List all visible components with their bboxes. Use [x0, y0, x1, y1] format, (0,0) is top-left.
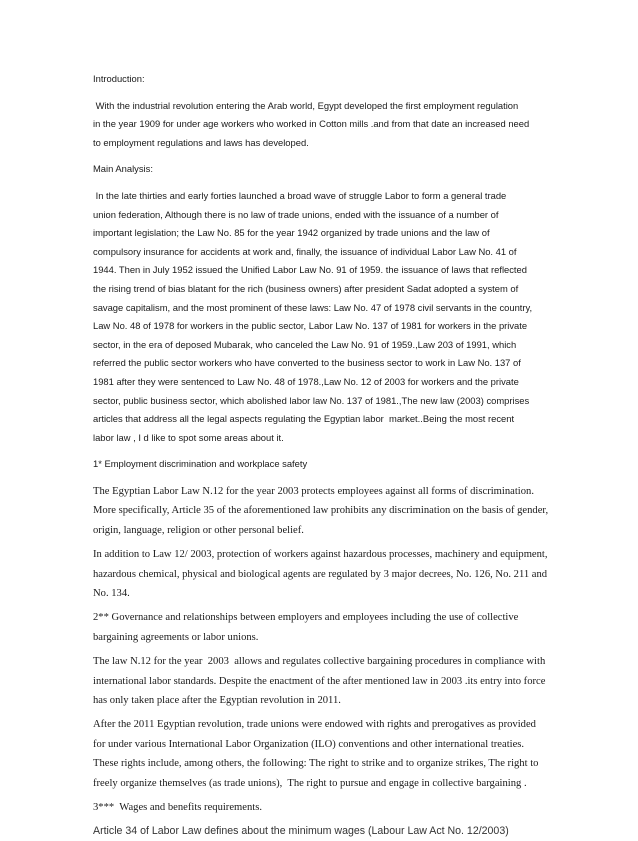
text-line: origin, language, religion or other personal belief. — [93, 524, 304, 536]
text-line: bargaining agreements or labor unions. — [93, 631, 259, 643]
section3-paragraph: Article 34 of Labor Law defines about the minimum wages (Labour Law Act No. 12/2003) — [93, 825, 509, 838]
text-line: 1944. Then in July 1952 issued the Unified Labor Law No. 91 of 1959. the issuance of laws that reflected — [93, 264, 527, 276]
text-line: freely organize themselves (as trade unions), The right to pursue and engage in collective bargaining . — [93, 777, 527, 789]
section2-paragraph-1 — [93, 652, 553, 710]
text-line: With the industrial revolution entering the Arab world, Egypt developed the first employment regulation — [93, 99, 519, 111]
text-line: compulsory insurance for accidents at work and, finally, the issuance of individual Labor Law No. 41 of — [93, 245, 517, 257]
text-line: Law No. 48 of 1978 for workers in the public sector, Labor Law No. 137 of 1981 for workers in the private — [93, 320, 528, 332]
section2-paragraph-2 — [93, 715, 553, 793]
text-line: The law N.12 for the year 2003 allows and regulates collective bargaining procedures in compliance with — [93, 656, 546, 668]
text-line: No. 134. — [93, 587, 130, 599]
text-line: has only taken place after the Egyptian revolution in 2011. — [93, 694, 341, 706]
intro-paragraph — [93, 97, 553, 153]
text-line: to employment regulations and laws has developed. — [93, 136, 309, 148]
text-line: hazardous chemical, physical and biological agents are regulated by 3 major decrees, No. 126, No. 211 and — [93, 568, 548, 580]
text-line: These rights include, among others, the following: The right to strike and to organize strikes, The right to — [93, 758, 539, 770]
section1-heading: 1* Employment discrimination and workplace safety — [93, 458, 308, 470]
text-line: 1981 after they were sentenced to Law No. 48 of 1978.,Law No. 12 of 2003 for workers and the private — [93, 375, 519, 387]
text-line: for under various International Labor Organization (ILO) conventions and other international treaties. — [93, 738, 525, 750]
section3-heading: 3*** Wages and benefits requirements. — [93, 801, 262, 813]
analysis-heading: Main Analysis: — [93, 163, 153, 175]
section2-heading — [93, 608, 553, 647]
text-line: referred the public sector workers who have converted to the business sector to work in Law No. 137 of — [93, 357, 521, 369]
text-line: articles that address all the legal aspects regulating the Egyptian labor market..Being the most recent — [93, 413, 515, 425]
text-line: sector, in the era of deposed Mubarak, who canceled the Law No. 91 of 1959.,Law 203 of 1991, which — [93, 338, 517, 350]
text-line: the rising trend of bias blatant for the rich (business owners) after president Sadat adopted a system of — [93, 282, 519, 294]
text-line: union federation, Although there is no law of trade unions, ended with the issuance of a number of — [93, 208, 499, 220]
intro-heading: Introduction: — [93, 73, 145, 84]
text-line: international labor standards. Despite the enactment of the after mentioned law in 2003 .its entry into force — [93, 675, 546, 687]
text-line: More specifically, Article 35 of the aforementioned law prohibits any discrimination on the basis of gender, — [93, 505, 549, 517]
section1-paragraph-1 — [93, 482, 553, 540]
text-line: important legislation; the Law No. 85 for the year 1942 organized by trade unions and the law of — [93, 227, 490, 239]
text-line: In the late thirties and early forties launched a broad wave of struggle Labor to form a general trade — [93, 189, 507, 201]
section1-paragraph-2 — [93, 545, 553, 603]
text-line: sector, public business sector, which abolished labor law No. 137 of 1981.,The new law (2003) comprises — [93, 394, 530, 406]
text-line: The Egyptian Labor Law N.12 for the year 2003 protects employees against all forms of discrimination. — [93, 485, 534, 497]
document-page — [93, 70, 553, 841]
text-line: In addition to Law 12/ 2003, protection of workers against hazardous processes, machinery and equipment, — [93, 549, 548, 561]
text-line: 2** Governance and relationships between employers and employees including the use of collective — [93, 612, 519, 624]
text-line: labor law , I d like to spot some areas about it. — [93, 431, 284, 443]
analysis-paragraph — [93, 187, 553, 447]
text-line: savage capitalism, and the most prominent of these laws: Law No. 47 of 1978 civil servants in the country, — [93, 301, 533, 313]
text-line: in the year 1909 for under age workers who worked in Cotton mills .and from that date an increased need — [93, 118, 530, 130]
text-line: After the 2011 Egyptian revolution, trade unions were endowed with rights and prerogatives as provided — [93, 719, 536, 731]
